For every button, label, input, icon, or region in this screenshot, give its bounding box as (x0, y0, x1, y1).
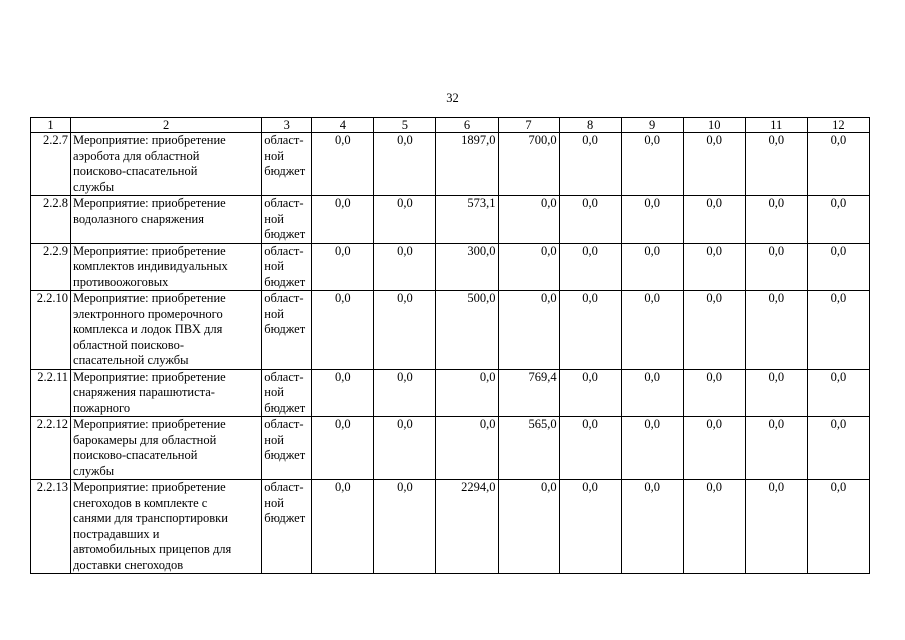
value-cell: 0,0 (683, 417, 745, 480)
table-row (31, 243, 870, 291)
activity-name (71, 133, 262, 196)
value-cell: 0,0 (683, 291, 745, 370)
activity-name-line: пострадавших и (73, 526, 160, 541)
value-cell: 0,0 (683, 480, 745, 574)
activity-name-line: доставки снегоходов (73, 557, 184, 572)
value-cell: 0,0 (559, 133, 621, 196)
value-cell: 0,0 (312, 369, 374, 417)
value-cell: 0,0 (621, 196, 683, 244)
value-cell: 565,0 (498, 417, 559, 480)
row-number: 2.2.8 (31, 196, 71, 244)
value-cell: 0,0 (498, 243, 559, 291)
table-row (31, 196, 870, 244)
value-cell: 0,0 (374, 243, 436, 291)
header-cell: 9 (621, 118, 683, 133)
value-cell: 0,0 (621, 243, 683, 291)
activity-name-line: снаряжения парашютиста- (73, 385, 215, 399)
funding-source (262, 133, 312, 196)
value-cell: 0,0 (807, 133, 869, 196)
header-cell: 3 (262, 118, 312, 133)
activity-name (71, 480, 262, 574)
activity-name-line: комплектов индивидуальных (73, 259, 228, 273)
header-cell: 5 (374, 118, 436, 133)
funding-source-line: област- (264, 369, 304, 384)
value-cell: 0,0 (683, 243, 745, 291)
value-cell: 573,1 (436, 196, 498, 244)
funding-source-line: бюджет (264, 164, 306, 178)
funding-source-line: ной (264, 306, 284, 321)
row-number: 2.2.10 (31, 291, 71, 370)
value-cell: 0,0 (312, 480, 374, 574)
funding-source (262, 291, 312, 370)
funding-source-line: ной (264, 211, 284, 226)
value-cell: 0,0 (807, 291, 869, 370)
funding-source-line: област- (264, 480, 304, 494)
funding-source-line: област- (264, 417, 304, 431)
value-cell: 0,0 (498, 480, 559, 574)
value-cell: 0,0 (559, 196, 621, 244)
value-cell: 0,0 (745, 133, 807, 196)
value-cell: 0,0 (745, 417, 807, 480)
value-cell: 0,0 (559, 291, 621, 370)
row-number: 2.2.11 (31, 369, 71, 417)
value-cell: 0,0 (621, 369, 683, 417)
activity-name-line: Мероприятие: приобретение (73, 291, 226, 305)
value-cell: 0,0 (807, 369, 869, 417)
funding-source (262, 480, 312, 574)
funding-source-line: ной (264, 148, 284, 163)
activity-name-line: Мероприятие: приобретение (73, 480, 226, 494)
value-cell: 0,0 (312, 291, 374, 370)
activity-name-line: санями для транспортировки (73, 511, 228, 525)
activity-name-line: Мероприятие: приобретение (73, 369, 226, 384)
activity-name (71, 243, 262, 291)
activity-name-line: службы (73, 179, 115, 194)
header-cell: 12 (807, 118, 869, 133)
activity-name-line: автомобильных прицепов для (73, 542, 232, 556)
value-cell: 0,0 (312, 417, 374, 480)
value-cell: 0,0 (374, 480, 436, 574)
activity-name-line: поисково-спасательной (73, 448, 198, 462)
value-cell: 0,0 (312, 243, 374, 291)
funding-source (262, 243, 312, 291)
value-cell: 0,0 (745, 196, 807, 244)
row-number: 2.2.7 (31, 133, 71, 196)
value-cell: 0,0 (374, 417, 436, 480)
funding-source-line: бюджет (264, 227, 306, 241)
table-row (31, 480, 870, 574)
activity-name-line: барокамеры для областной (73, 432, 217, 447)
value-cell: 0,0 (374, 291, 436, 370)
header-cell: 1 (31, 118, 71, 133)
header-cell: 6 (436, 118, 498, 133)
activity-name-line: Мероприятие: приобретение (73, 417, 226, 431)
value-cell: 1897,0 (436, 133, 498, 196)
value-cell: 0,0 (807, 243, 869, 291)
activity-name-line: службы (73, 463, 115, 478)
header-row (31, 118, 870, 133)
activity-name-line: комплекса и лодок ПВХ для (73, 322, 223, 336)
value-cell: 500,0 (436, 291, 498, 370)
value-cell: 0,0 (436, 369, 498, 417)
activity-name (71, 417, 262, 480)
funding-source-line: ной (264, 259, 284, 273)
funding-source (262, 369, 312, 417)
budget-table (30, 117, 870, 574)
funding-source-line: област- (264, 243, 304, 258)
funding-source-line: бюджет (264, 448, 306, 462)
funding-source-line: област- (264, 196, 304, 210)
header-cell: 2 (71, 118, 262, 133)
funding-source-line: бюджет (264, 400, 306, 415)
activity-name (71, 369, 262, 417)
value-cell: 769,4 (498, 369, 559, 417)
value-cell: 0,0 (436, 417, 498, 480)
row-number: 2.2.13 (31, 480, 71, 574)
row-number: 2.2.12 (31, 417, 71, 480)
value-cell: 0,0 (683, 196, 745, 244)
funding-source-line: бюджет (264, 274, 306, 289)
value-cell: 0,0 (807, 417, 869, 480)
row-number: 2.2.9 (31, 243, 71, 291)
activity-name-line: аэробота для областной (73, 148, 200, 163)
funding-source (262, 417, 312, 480)
activity-name (71, 196, 262, 244)
value-cell: 0,0 (559, 480, 621, 574)
table-row (31, 417, 870, 480)
funding-source-line: ной (264, 495, 284, 510)
table-row (31, 291, 870, 370)
activity-name-line: областной поисково- (73, 337, 184, 352)
value-cell: 2294,0 (436, 480, 498, 574)
value-cell: 0,0 (498, 196, 559, 244)
value-cell: 300,0 (436, 243, 498, 291)
value-cell: 0,0 (498, 291, 559, 370)
value-cell: 0,0 (683, 369, 745, 417)
value-cell: 0,0 (683, 133, 745, 196)
value-cell: 0,0 (559, 243, 621, 291)
activity-name-line: противоожоговых (73, 274, 169, 289)
value-cell: 0,0 (807, 480, 869, 574)
funding-source-line: ной (264, 432, 284, 447)
value-cell: 700,0 (498, 133, 559, 196)
funding-source-line: бюджет (264, 322, 306, 336)
table-row (31, 133, 870, 196)
value-cell: 0,0 (621, 291, 683, 370)
table-row (31, 369, 870, 417)
funding-source-line: бюджет (264, 511, 306, 525)
value-cell: 0,0 (807, 196, 869, 244)
funding-source (262, 196, 312, 244)
header-cell: 4 (312, 118, 374, 133)
activity-name (71, 291, 262, 370)
activity-name-line: водолазного снаряжения (73, 211, 204, 226)
value-cell: 0,0 (559, 369, 621, 417)
header-cell: 8 (559, 118, 621, 133)
activity-name-line: спасательной службы (73, 353, 189, 367)
funding-source-line: област- (264, 291, 304, 305)
header-cell: 11 (745, 118, 807, 133)
activity-name-line: поисково-спасательной (73, 164, 198, 178)
value-cell: 0,0 (745, 243, 807, 291)
activity-name-line: Мероприятие: приобретение (73, 133, 226, 147)
activity-name-line: Мероприятие: приобретение (73, 196, 226, 210)
header-cell: 10 (683, 118, 745, 133)
value-cell: 0,0 (745, 480, 807, 574)
value-cell: 0,0 (745, 369, 807, 417)
value-cell: 0,0 (312, 133, 374, 196)
value-cell: 0,0 (559, 417, 621, 480)
value-cell: 0,0 (312, 196, 374, 244)
activity-name-line: Мероприятие: приобретение (73, 243, 226, 258)
activity-name-line: электронного промерочного (73, 306, 223, 321)
value-cell: 0,0 (374, 369, 436, 417)
funding-source-line: област- (264, 133, 304, 147)
value-cell: 0,0 (621, 133, 683, 196)
value-cell: 0,0 (374, 133, 436, 196)
value-cell: 0,0 (374, 196, 436, 244)
activity-name-line: пожарного (73, 400, 131, 415)
value-cell: 0,0 (745, 291, 807, 370)
page-number: 32 (446, 91, 459, 105)
funding-source-line: ной (264, 385, 284, 399)
header-cell: 7 (498, 118, 559, 133)
value-cell: 0,0 (621, 417, 683, 480)
value-cell: 0,0 (621, 480, 683, 574)
activity-name-line: снегоходов в комплекте с (73, 495, 208, 510)
